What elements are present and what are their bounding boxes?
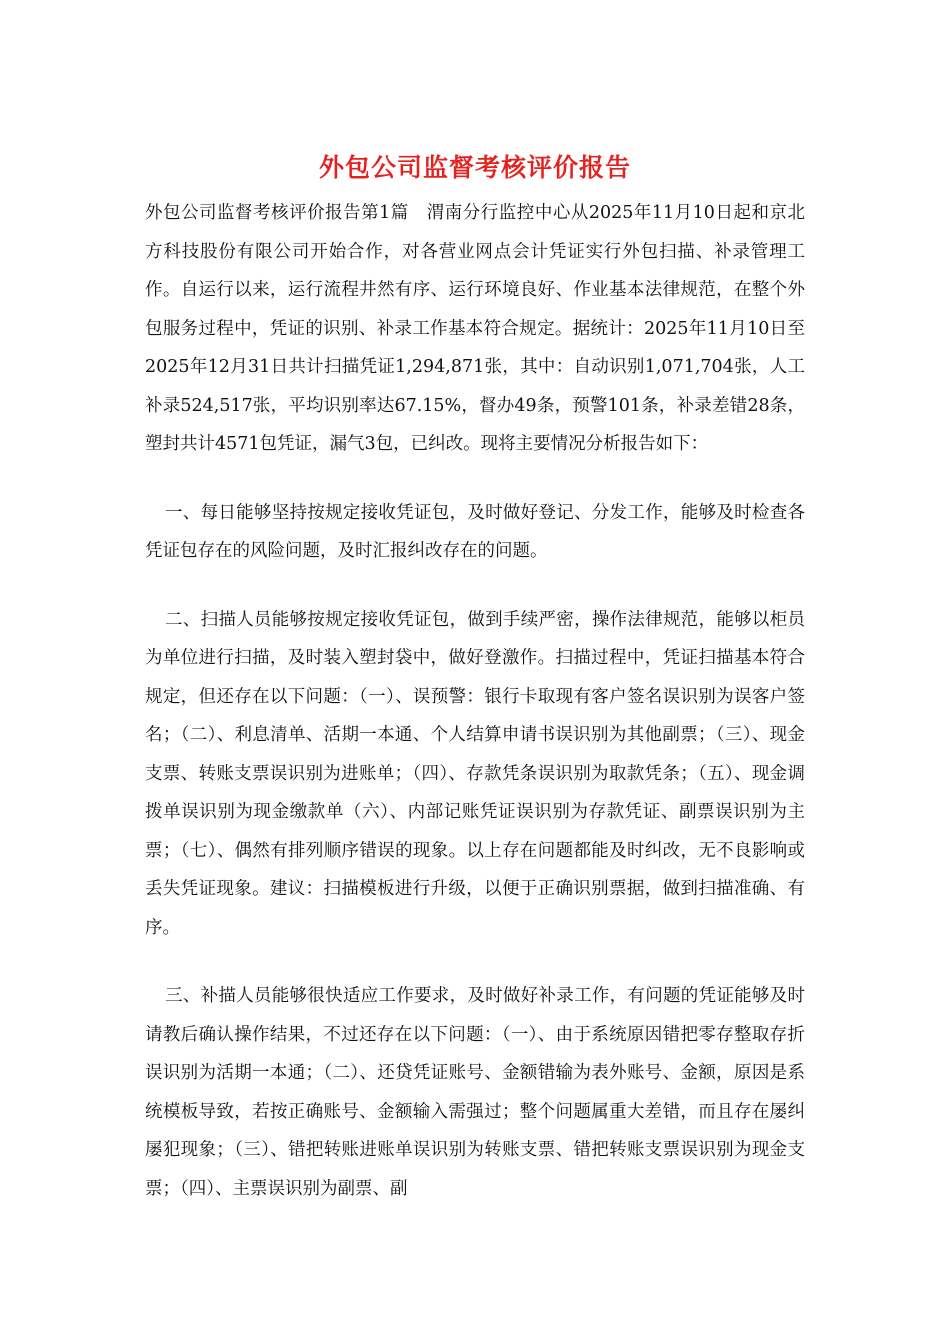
paragraph-gap [145, 947, 805, 977]
document-title: 外包公司监督考核评价报告 [318, 153, 631, 182]
document-page [145, 148, 805, 1208]
section-one-paragraph: 一、每日能够坚持按规定接收凭证包，及时做好登记、分发工作，能够及时检查各凭证包存在的风险问题，及时汇报纠改存在的问题。 [145, 502, 805, 561]
intro-paragraph: 外包公司监督考核评价报告第1篇 渭南分行监控中心从2025年11月10日起和京北方科技股份有限公司开始合作，对各营业网点会计凭证实行外包扫描、补录管理工作。自运行以来，运行流程井然有序、运行环境良好、作业基本法律规范，在整个外包服务过程中，凭证的识别、补录工作基本符合规定。据统计：2025年11月10日至2025年12月31日共计扫描凭证1,294,871张，其中：自动识别1,071,704张，人工补录524,517张，平均识别率达67.15%，督办49条，预警101条，补录差错28条，塑封共计4571包凭证，漏气3包，已纠改。现将主要情况分析报告如下： [145, 203, 805, 454]
section-three-paragraph: 三、补描人员能够很快适应工作要求，及时做好补录工作，有问题的凭证能够及时请教后确认操作结果，不过还存在以下问题：（一）、由于系统原因错把零存整取存折误识别为活期一本通；（二）、还贷凭证账号、金额错输为表外账号、金额，原因是系统模板导致，若按正确账号、金额输入需强过；整个问题属重大差错，而且存在屡纠屡犯现象；（三）、错把转账进账单误识别为转账支票、错把转账支票误识别为现金支票；（四）、主票误识别为副票、副 [145, 986, 805, 1199]
section-two-paragraph: 二、扫描人员能够按规定接收凭证包，做到手续严密，操作法律规范，能够以柜员为单位进行扫描，及时装入塑封袋中，做好登激作。扫描过程中，凭证扫描基本符合规定，但还存在以下问题：（一）、误预警：银行卡取现有客户签名误识别为误客户签名；（二）、利息清单、活期一本通、个人结算申请书误识别为其他副票；（三）、现金支票、转账支票误识别为进账单；（四）、存款凭条误识别为取款凭条；（五）、现金调拨单误识别为现金缴款单（六）、内部记账凭证误识别为存款凭证、副票误识别为主票；（七）、偶然有排列顺序错误的现象。以上存在问题都能及时纠改，无不良影响或丢失凭证现象。建议：扫描模板进行升级，以便于正确识别票据，做到扫描准确、有序。 [145, 609, 805, 938]
paragraph-gap [145, 571, 805, 601]
paragraph-gap [145, 464, 805, 494]
